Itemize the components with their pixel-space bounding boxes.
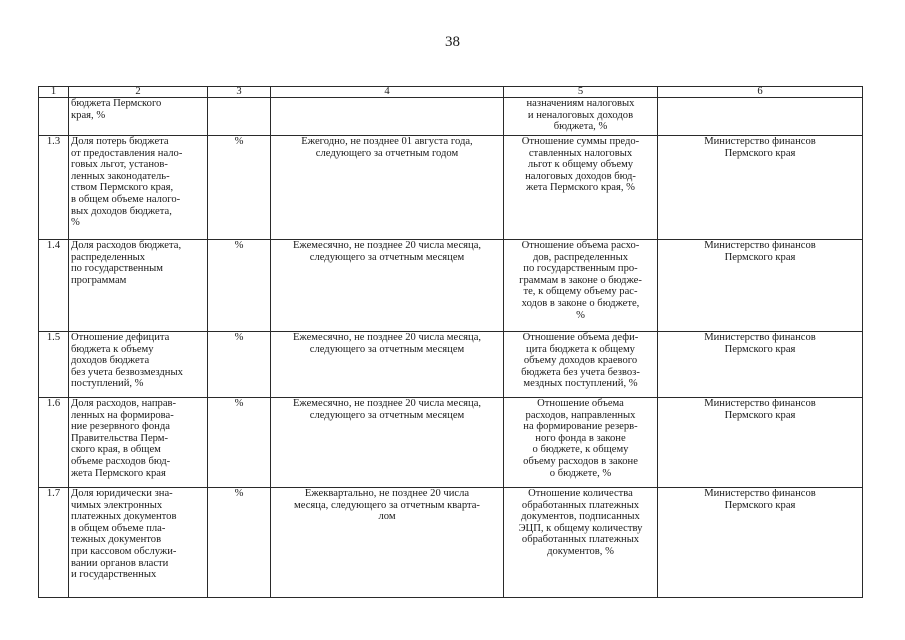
page-number: 38 — [445, 34, 460, 50]
method-cell: Отношение объема расходов, направленных на формирование резерв- ного фонда в законе о бюджете, к общему объему расходов в законе о бюджете, % — [504, 398, 658, 488]
responsible-org-cell: Министерство финансов Пермского края — [658, 332, 863, 398]
table-row — [39, 398, 863, 488]
column-header: 5 — [504, 87, 658, 98]
row-number-cell: 1.5 — [39, 332, 69, 398]
column-header: 4 — [271, 87, 504, 98]
table-row — [39, 488, 863, 598]
unit-cell: % — [208, 488, 271, 598]
row-number-cell — [39, 98, 69, 136]
method-cell: Отношение объема дефи- цита бюджета к общему объему доходов краевого бюджета без учета безвоз- мездных поступлений, % — [504, 332, 658, 398]
period-cell — [271, 98, 504, 136]
table-row — [39, 136, 863, 240]
column-header: 6 — [658, 87, 863, 98]
column-header: 2 — [69, 87, 208, 98]
method-cell: Отношение суммы предо- ставленных налоговых льгот к общему объему налоговых доходов бюд- жета Пермского края, % — [504, 136, 658, 240]
indicator-name-cell: Доля потерь бюджета от предоставления нало- говых льгот, установ- ленных законодатель- ством Пермского края, в общем объеме налого- вых доходов бюджета, % — [69, 136, 208, 240]
unit-cell: % — [208, 332, 271, 398]
indicator-name-cell: Доля расходов бюджета, распределенных по государственным программам — [69, 240, 208, 332]
unit-cell — [208, 98, 271, 136]
indicator-name-cell: Доля расходов, направ- ленных на формирова- ние резервного фонда Правительства Перм- ского края, в общем объеме расходов бюд- жета Пермского края — [69, 398, 208, 488]
column-header: 1 — [39, 87, 69, 98]
column-header: 3 — [208, 87, 271, 98]
table-row — [39, 98, 863, 136]
row-number-cell: 1.4 — [39, 240, 69, 332]
responsible-org-cell: Министерство финансов Пермского края — [658, 398, 863, 488]
method-cell: Отношение количества обработанных платежных документов, подписанных ЭЦП, к общему количеству обработанных платежных документов, % — [504, 488, 658, 598]
responsible-org-cell: Министерство финансов Пермского края — [658, 136, 863, 240]
indicators-table — [38, 86, 863, 598]
responsible-org-cell: Министерство финансов Пермского края — [658, 488, 863, 598]
responsible-org-cell: Министерство финансов Пермского края — [658, 240, 863, 332]
indicator-name-cell: бюджета Пермского края, % — [69, 98, 208, 136]
unit-cell: % — [208, 136, 271, 240]
table-row — [39, 332, 863, 398]
method-cell: Отношение объема расхо- дов, распределенных по государственным про- граммам в законе о бюдже- те, к общему объему рас- ходов в законе о бюджете, % — [504, 240, 658, 332]
indicator-name-cell: Отношение дефицита бюджета к объему доходов бюджета без учета безвозмездных поступлений, % — [69, 332, 208, 398]
period-cell: Ежемесячно, не позднее 20 числа месяца, следующего за отчетным месяцем — [271, 398, 504, 488]
period-cell: Ежеквартально, не позднее 20 числа месяца, следующего за отчетным кварта- лом — [271, 488, 504, 598]
table-row — [39, 240, 863, 332]
row-number-cell: 1.6 — [39, 398, 69, 488]
column-number-row — [39, 87, 863, 98]
period-cell: Ежегодно, не позднее 01 августа года, следующего за отчетным годом — [271, 136, 504, 240]
period-cell: Ежемесячно, не позднее 20 числа месяца, следующего за отчетным месяцем — [271, 240, 504, 332]
unit-cell: % — [208, 398, 271, 488]
method-cell: назначениям налоговых и неналоговых доходов бюджета, % — [504, 98, 658, 136]
responsible-org-cell — [658, 98, 863, 136]
unit-cell: % — [208, 240, 271, 332]
row-number-cell: 1.7 — [39, 488, 69, 598]
indicator-name-cell: Доля юридически зна- чимых электронных платежных документов в общем объеме пла- тежных документов при кассовом обслужи- вании органов власти и государственных — [69, 488, 208, 598]
period-cell: Ежемесячно, не позднее 20 числа месяца, следующего за отчетным месяцем — [271, 332, 504, 398]
row-number-cell: 1.3 — [39, 136, 69, 240]
